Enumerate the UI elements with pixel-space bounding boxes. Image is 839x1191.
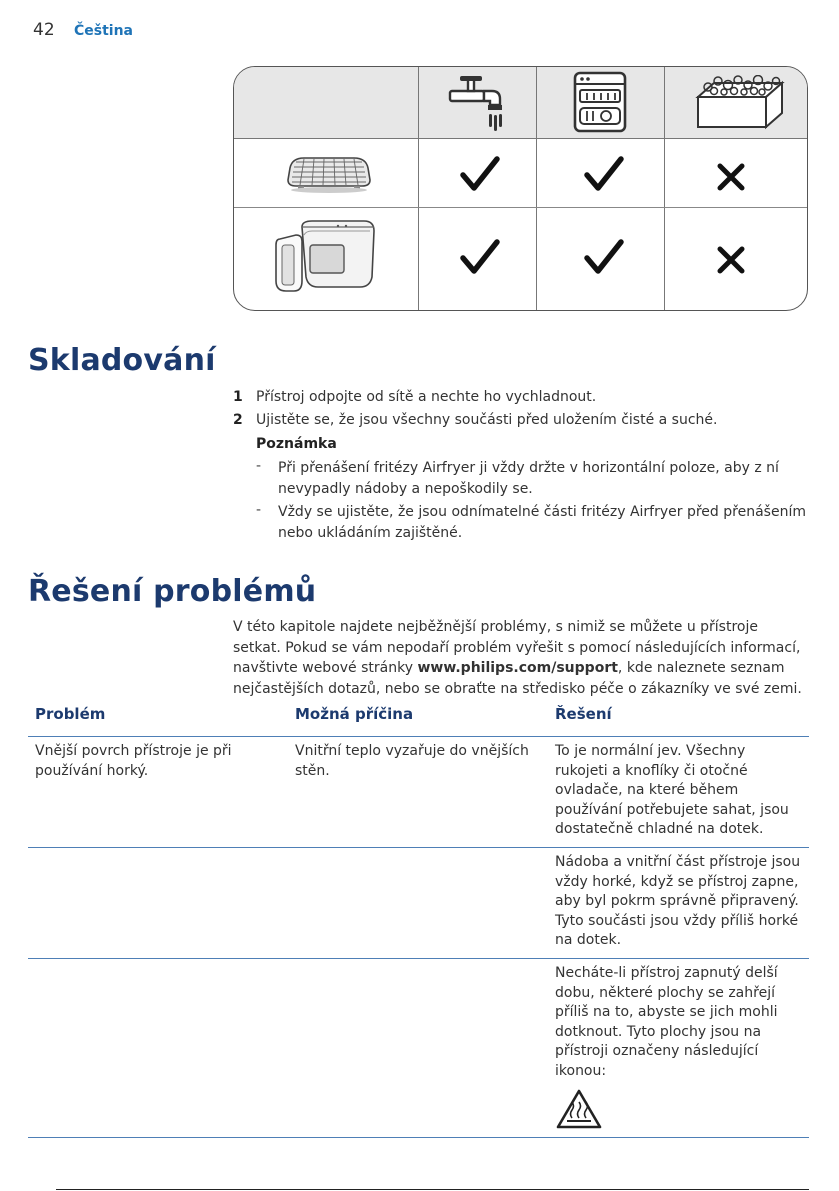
header-cause: Možná příčina [295, 705, 414, 723]
basket-image [272, 215, 382, 299]
cell-line: přístroji označeny následující [555, 1043, 759, 1059]
note-2-line-2: nebo ukládáním zajištěné. [278, 525, 463, 541]
page-number: 42 [33, 20, 55, 40]
table-divider [536, 67, 537, 310]
step-number: 1 [233, 389, 243, 405]
row-1-cause [295, 742, 529, 781]
check-icon [584, 155, 624, 193]
dishwasher-icon [570, 70, 630, 134]
cross-icon [716, 162, 746, 192]
cell-line: Nádoba a vnitřní část přístroje jsou [555, 854, 801, 870]
check-icon [460, 238, 500, 276]
cell-line: dotknout. Tyto plochy jsou na [555, 1023, 762, 1040]
intro-line: nejčastějších dotazů, nebo se obraťte na středisko péče o zákazníky ve své zemi. [233, 680, 802, 697]
header-problem: Problém [35, 705, 106, 723]
faucet-icon [444, 73, 514, 135]
table-divider [664, 67, 665, 310]
cell-line: dobu, některé plochy se zahřejí [555, 984, 775, 1001]
language-label: Čeština [74, 23, 134, 39]
row-3-solution [555, 964, 778, 1081]
cell-line: ikonou: [555, 1062, 607, 1079]
cell-line: vždy horké, když se přístroj zapne, [555, 873, 799, 890]
cell-line: příliš na to, abyste se jich mohli [555, 1004, 778, 1020]
table-divider [418, 67, 419, 310]
footer-rule [56, 1189, 809, 1190]
check-icon [460, 155, 500, 193]
cell-line: ovladače, na které během [555, 782, 739, 798]
hot-surface-icon [555, 1088, 603, 1130]
table-divider [234, 207, 807, 208]
step-number: 2 [233, 412, 243, 428]
row-1-problem [35, 742, 232, 781]
cell-line: rukojeti a knoflíky či otočné [555, 762, 748, 779]
row-2-solution [555, 853, 800, 951]
intro-line: setkat. Pokud se vám nepodaří problém vyřešit s pomocí následujících informací, [233, 639, 801, 656]
cell-line: používání horký. [35, 762, 149, 779]
cell-line: stěn. [295, 762, 330, 779]
cell-line: používání potřebujete sahat, jsou [555, 801, 789, 818]
note-title: Poznámka [256, 436, 337, 452]
intro-text: , kde naleznete seznam [617, 660, 785, 677]
cross-icon [716, 245, 746, 275]
table-rule [28, 847, 809, 848]
storage-title: Skladování [28, 343, 216, 378]
note-1-line-2: nevypadly nádoby a nepoškodily se. [278, 481, 533, 497]
cell-line: To je normální jev. Všechny [555, 743, 746, 759]
troubleshooting-title: Řešení problémů [28, 574, 317, 609]
storage-step-1: Přístroj odpojte od sítě a nechte ho vychladnout. [256, 389, 597, 405]
cell-line: Vnitřní teplo vyzařuje do vnějších [295, 743, 529, 759]
troubleshooting-intro [233, 617, 813, 699]
table-rule [28, 1137, 809, 1138]
intro-line: V této kapitole najdete nejběžnější problémy, s nimiž se můžete u přístroje [233, 619, 758, 635]
cell-line: aby byl pokrm správně připravený. [555, 893, 799, 909]
table-rule [28, 736, 809, 737]
note-bullet: - [256, 502, 262, 518]
intro-text: navštivte webové stránky [233, 660, 418, 677]
sponge-icon [694, 75, 786, 131]
support-link[interactable]: www.philips.com/support [417, 660, 618, 677]
cell-line: Necháte-li přístroj zapnutý delší [555, 965, 778, 981]
storage-step-2: Ujistěte se, že jsou všechny součásti před uložením čisté a suché. [256, 412, 718, 428]
note-2-line-1: Vždy se ujistěte, že jsou odnímatelné části fritézy Airfryer před přenášením [278, 504, 806, 520]
header-solution: Řešení [555, 705, 612, 723]
note-bullet: - [256, 458, 262, 474]
cleaning-table [233, 66, 808, 311]
cell-line: Vnější povrch přístroje je při [35, 743, 232, 759]
check-icon [584, 238, 624, 276]
note-1-line-1: Při přenášení fritézy Airfryer ji vždy držte v horizontální poloze, aby z ní [278, 460, 779, 476]
cell-line: dostatečně chladné na dotek. [555, 821, 764, 837]
cell-line: Tyto součásti jsou vždy příliš horké [555, 912, 799, 929]
row-1-solution [555, 742, 789, 840]
intro-line [233, 658, 813, 679]
cell-line: na dotek. [555, 932, 622, 948]
table-rule [28, 958, 809, 959]
grill-plate-image [284, 152, 374, 198]
